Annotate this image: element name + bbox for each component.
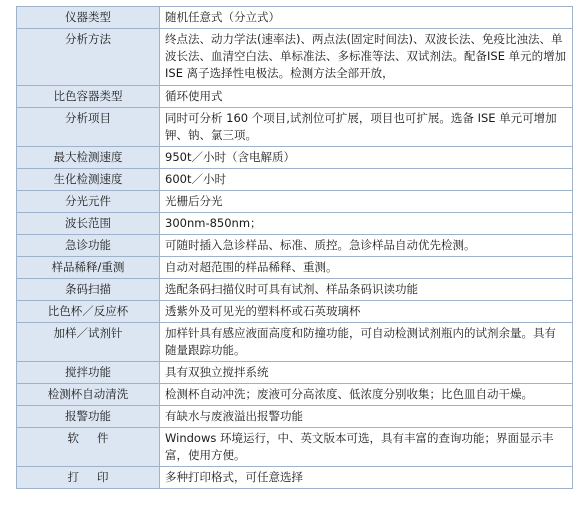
table-row bbox=[17, 191, 573, 213]
row-label: 波长范围 bbox=[17, 213, 160, 235]
row-value: 检测杯自动冲洗；废液可分高浓度、低浓度分别收集；比色皿自动干燥。 bbox=[160, 384, 573, 406]
row-value: 300nm-850nm； bbox=[160, 213, 573, 235]
row-value: 同时可分析 160 个项目,试剂位可扩展，项目也可扩展。选备 ISE 单元可增加钾、钠、氯三项。 bbox=[160, 108, 573, 147]
row-label: 软件 bbox=[17, 428, 160, 467]
row-value: 透紫外及可见光的塑料杯或石英玻璃杯 bbox=[160, 301, 573, 323]
row-value: 随机任意式（分立式） bbox=[160, 7, 573, 29]
row-label: 急诊功能 bbox=[17, 235, 160, 257]
row-value: 多种打印格式，可任意选择 bbox=[160, 467, 573, 489]
row-value: 终点法、动力学法(速率法)、两点法(固定时间法)、双波长法、免疫比浊法、单波长法、血清空白法、单标准法、多标准等法、双试剂法。配备ISE 单元的增加 ISE 离子选择性电极法。检测方法全部开放， bbox=[160, 29, 573, 86]
row-label: 条码扫描 bbox=[17, 279, 160, 301]
row-label: 比色杯／反应杯 bbox=[17, 301, 160, 323]
table-row bbox=[17, 384, 573, 406]
row-label: 仪器类型 bbox=[17, 7, 160, 29]
table-row bbox=[17, 213, 573, 235]
table-row bbox=[17, 235, 573, 257]
row-value: 循环使用式 bbox=[160, 86, 573, 108]
row-label: 分光元件 bbox=[17, 191, 160, 213]
row-label: 样品稀释/重测 bbox=[17, 257, 160, 279]
spec-table bbox=[16, 6, 573, 489]
row-value: 具有双独立搅拌系统 bbox=[160, 362, 573, 384]
row-label: 最大检测速度 bbox=[17, 147, 160, 169]
row-value: 光栅后分光 bbox=[160, 191, 573, 213]
row-value: Windows 环境运行，中、英文版本可选，具有丰富的查询功能；界面显示丰富，使用方便。 bbox=[160, 428, 573, 467]
row-label: 检测杯自动清洗 bbox=[17, 384, 160, 406]
table-row bbox=[17, 108, 573, 147]
table-row bbox=[17, 29, 573, 86]
table-row bbox=[17, 467, 573, 489]
table-row bbox=[17, 86, 573, 108]
table-row bbox=[17, 406, 573, 428]
table-row bbox=[17, 428, 573, 467]
row-value: 950t／小时（含电解质） bbox=[160, 147, 573, 169]
table-row bbox=[17, 362, 573, 384]
row-label: 报警功能 bbox=[17, 406, 160, 428]
row-label: 分析方法 bbox=[17, 29, 160, 86]
row-label: 生化检测速度 bbox=[17, 169, 160, 191]
table-row bbox=[17, 169, 573, 191]
table-row bbox=[17, 147, 573, 169]
table-row bbox=[17, 279, 573, 301]
row-value: 自动对超范围的样品稀释、重测。 bbox=[160, 257, 573, 279]
row-value: 选配条码扫描仪时可具有试剂、样品条码识读功能 bbox=[160, 279, 573, 301]
row-value: 有缺水与废液溢出报警功能 bbox=[160, 406, 573, 428]
table-row bbox=[17, 257, 573, 279]
row-label: 打印 bbox=[17, 467, 160, 489]
row-value: 加样针具有感应液面高度和防撞功能，可自动检测试剂瓶内的试剂余量。具有随量跟踪功能。 bbox=[160, 323, 573, 362]
row-label: 搅拌功能 bbox=[17, 362, 160, 384]
row-label: 加样／试剂针 bbox=[17, 323, 160, 362]
row-label: 分析项目 bbox=[17, 108, 160, 147]
table-row bbox=[17, 7, 573, 29]
row-value: 可随时插入急诊样品、标准、质控。急诊样品自动优先检测。 bbox=[160, 235, 573, 257]
row-value: 600t／小时 bbox=[160, 169, 573, 191]
row-label: 比色容器类型 bbox=[17, 86, 160, 108]
table-row bbox=[17, 323, 573, 362]
table-row bbox=[17, 301, 573, 323]
